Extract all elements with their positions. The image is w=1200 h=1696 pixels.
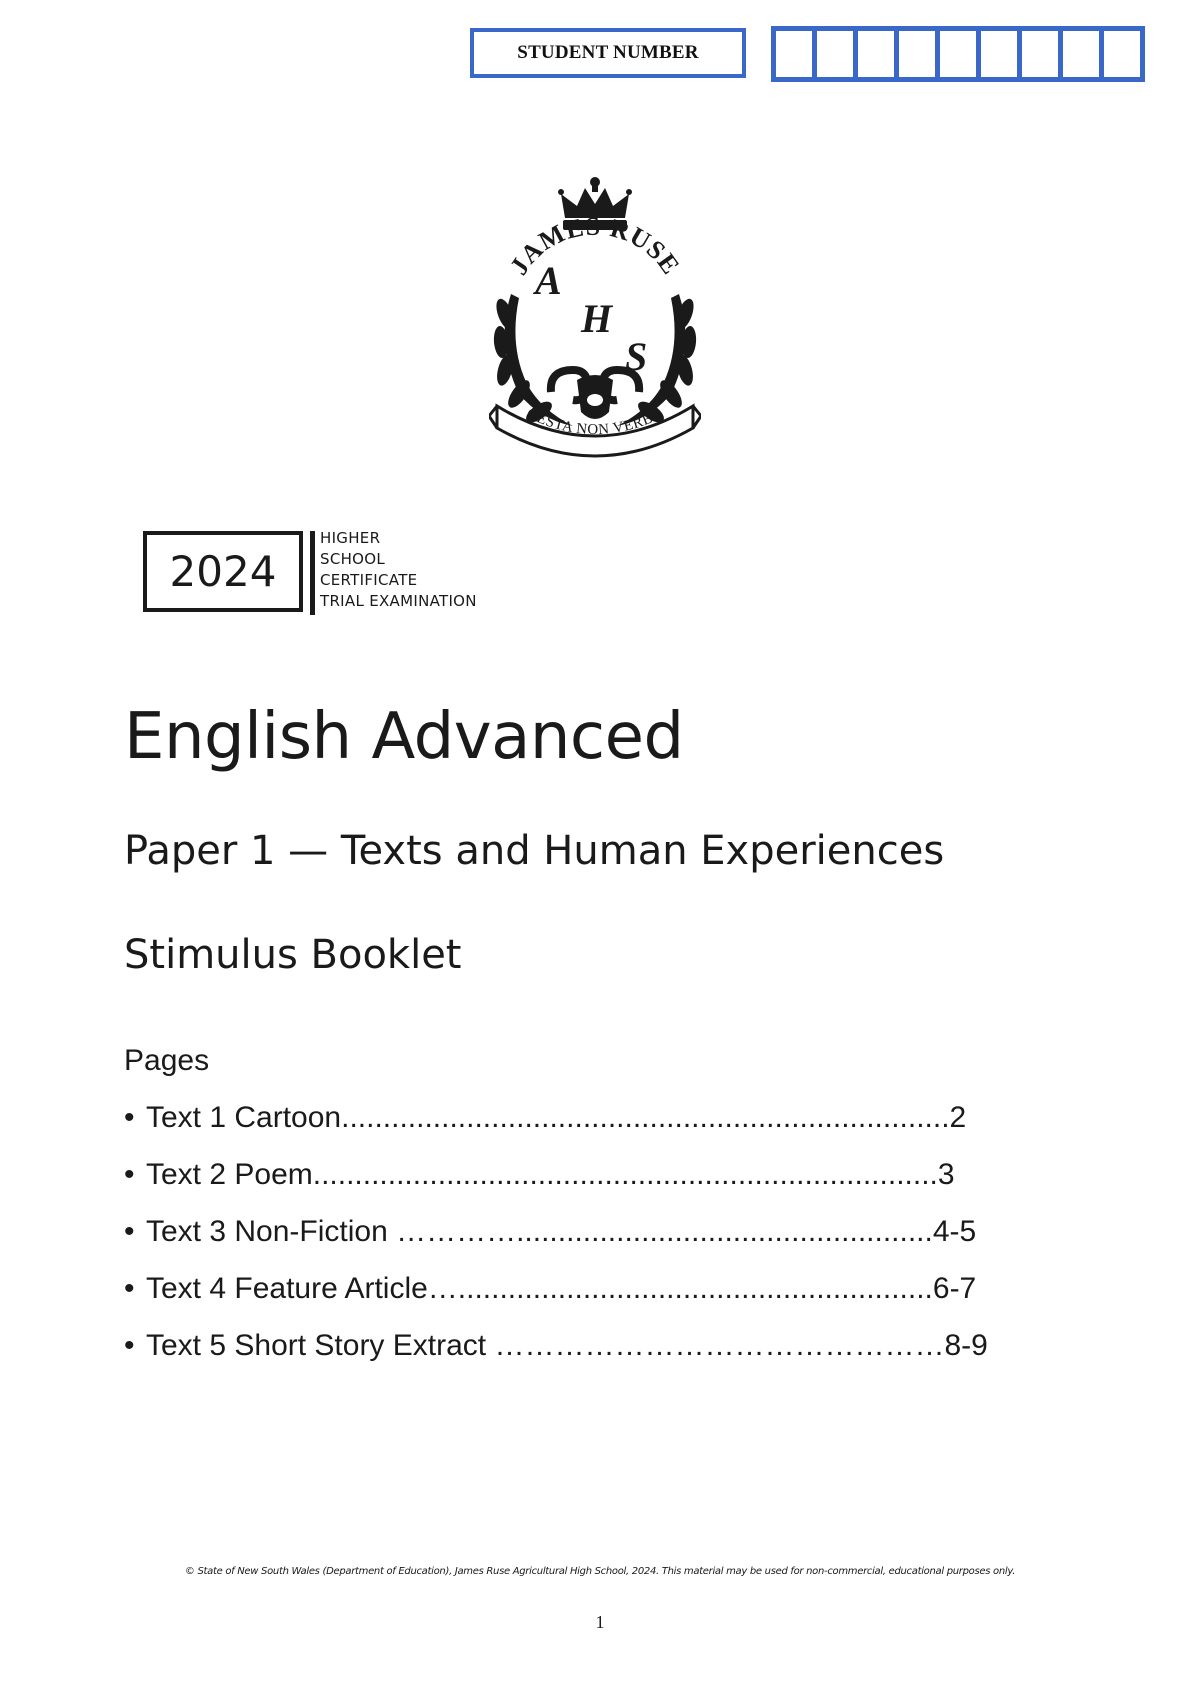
student-number-digit-box[interactable] xyxy=(1058,26,1104,82)
contents-item xyxy=(124,1214,1104,1271)
crest-motto-text: GESTA NON VERBA xyxy=(523,405,667,439)
bullet-icon: • xyxy=(124,1329,135,1362)
student-number-label: STUDENT NUMBER xyxy=(470,28,746,78)
contents-item-text: Text 1 Cartoon.........................................................................2 xyxy=(146,1101,967,1134)
student-number-digit-box[interactable] xyxy=(935,26,981,82)
bullet-icon: • xyxy=(124,1158,135,1191)
contents-item xyxy=(124,1157,1104,1214)
crest-initial-a: A xyxy=(535,258,562,303)
exam-year-box: 2024 xyxy=(143,531,303,612)
exam-type-line: TRIAL EXAMINATION xyxy=(320,592,477,610)
exam-type-label xyxy=(320,528,477,612)
contents-heading: Pages xyxy=(124,1044,210,1077)
bullet-icon: • xyxy=(124,1215,135,1248)
student-number-digit-box[interactable] xyxy=(1099,26,1145,82)
page-number: 1 xyxy=(595,1612,605,1632)
booklet-title: Stimulus Booklet xyxy=(124,932,462,978)
subject-title: English Advanced xyxy=(124,700,684,774)
crest-initial-s: S xyxy=(625,334,648,379)
school-crest-logo xyxy=(489,174,701,466)
exam-type-line: SCHOOL xyxy=(320,550,386,568)
contents-item-text: Text 5 Short Story Extract ………………………………………8-9 xyxy=(146,1329,988,1362)
copyright-notice: © State of New South Wales (Department of Education), James Ruse Agricultural High School, 2024. This material may be used for non-commercial, educational purposes only. xyxy=(184,1566,1016,1577)
exam-badge-divider xyxy=(310,531,315,615)
bullet-icon: • xyxy=(124,1101,135,1134)
contents-item xyxy=(124,1271,1104,1328)
contents-item xyxy=(124,1100,1104,1157)
student-number-digit-box[interactable] xyxy=(1017,26,1063,82)
contents-item xyxy=(124,1328,1104,1385)
paper-title: Paper 1 — Texts and Human Experiences xyxy=(124,828,945,874)
student-number-digit-box[interactable] xyxy=(771,26,817,82)
crest-name-text: JAMES RUSE xyxy=(504,211,686,281)
bullet-icon: • xyxy=(124,1272,135,1305)
contents-item-text: Text 4 Feature Article….........................................................6-7 xyxy=(146,1272,977,1305)
contents-list xyxy=(124,1100,1104,1385)
exam-type-line: CERTIFICATE xyxy=(320,571,418,589)
exam-type-line: HIGHER xyxy=(320,529,381,547)
contents-item-text: Text 2 Poem...........................................................................3 xyxy=(146,1158,955,1191)
student-number-digit-box[interactable] xyxy=(812,26,858,82)
laurel-left-icon xyxy=(493,294,573,426)
student-number-digit-box[interactable] xyxy=(853,26,899,82)
crest-initial-h: H xyxy=(581,296,613,341)
contents-item-text: Text 3 Non-Fiction …………..................................................4-5 xyxy=(146,1215,977,1248)
student-number-boxes xyxy=(771,26,1140,82)
student-number-digit-box[interactable] xyxy=(976,26,1022,82)
student-number-digit-box[interactable] xyxy=(894,26,940,82)
